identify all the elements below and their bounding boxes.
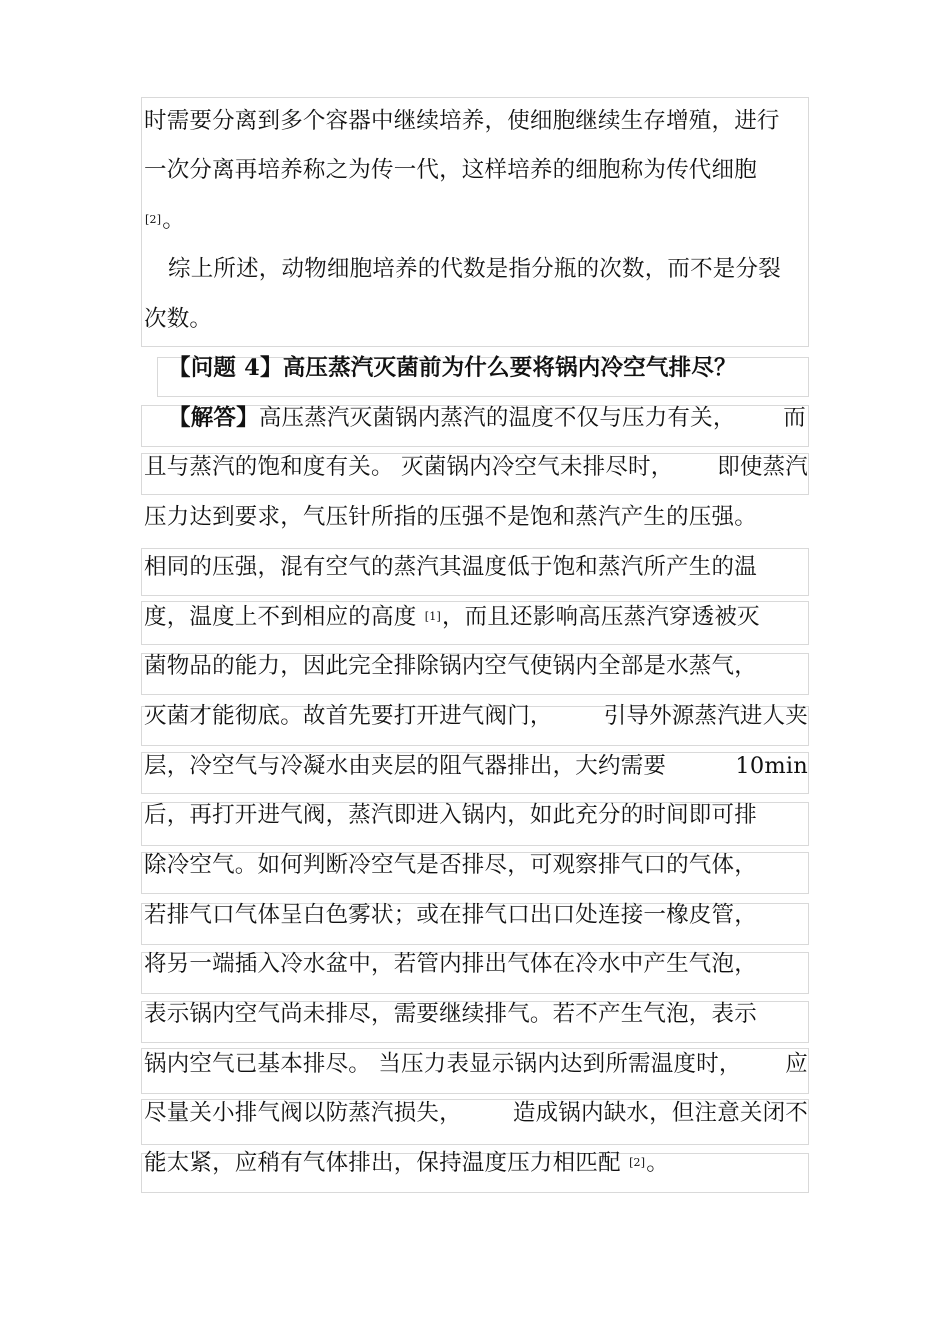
text-span: 应 <box>785 1051 808 1077</box>
paragraph-line <box>144 1147 808 1179</box>
paragraph-line <box>144 1097 808 1129</box>
paragraph-line: 表示锅内空气尚未排尽，需要继续排气。若不产生气泡，表示 <box>144 1001 757 1027</box>
question-label: 【问题 4】 <box>168 355 283 381</box>
question-heading <box>168 352 788 384</box>
text-span: 度，温度上不到相应的高度 <box>144 604 417 630</box>
paragraph-line <box>144 700 808 732</box>
paragraph-line: 菌物品的能力，因此完全排除锅内空气使锅内全部是水蒸气， <box>144 653 757 679</box>
paragraph-line: 若排气口气体呈白色雾状；或在排气口出口处连接一橡皮管， <box>144 902 757 928</box>
text-span: 且与蒸汽的饱和度有关。 灭菌锅内冷空气未排尽时， <box>144 454 674 480</box>
paragraph-line: 时需要分离到多个容器中继续培养，使细胞继续生存增殖，进行 <box>144 108 780 134</box>
text-span: 。 <box>162 207 185 233</box>
text-span: 尽量关小排气阀以防蒸汽损失， <box>144 1100 462 1126</box>
text-span: 高压蒸汽灭菌锅内蒸汽的温度不仅与压力有关， <box>258 405 736 431</box>
text-span: 引导外源蒸汽进人夹 <box>603 703 808 729</box>
text-span: 灭菌才能彻底。故首先要打开进气阀门， <box>144 703 553 729</box>
text-span: 10min <box>735 753 808 779</box>
paragraph-line: 相同的压强，混有空气的蒸汽其温度低于饱和蒸汽所产生的温 <box>144 554 757 580</box>
text-span: 锅内空气已基本排尽。 当压力表显示锅内达到所需温度时， <box>144 1051 742 1077</box>
text-span: 。 <box>646 1150 669 1176</box>
text-span: 层，冷空气与冷凝水由夹层的阻气器排出，大约需要 <box>144 753 667 779</box>
paragraph-line: 压力达到要求，气压针所指的压强不是饱和蒸汽产生的压强。 <box>144 504 757 530</box>
paragraph-line <box>144 750 808 782</box>
citation-ref: [2] <box>145 213 162 226</box>
paragraph-line: 除冷空气。如何判断冷空气是否排尽，可观察排气口的气体， <box>144 852 757 878</box>
paragraph-line <box>144 1048 808 1080</box>
citation-ref: [2] <box>629 1156 646 1169</box>
paragraph-line: 综上所述，动物细胞培养的代数是指分瓶的次数，而不是分裂 <box>168 256 781 282</box>
text-span: 造成锅内缺水，但注意关闭不 <box>512 1100 808 1126</box>
text-span: 能太紧，应稍有气体排出，保持温度压力相匹配 <box>144 1150 621 1176</box>
paragraph-line: 一次分离再培养称之为传一代，这样培养的细胞称为传代细胞 <box>144 157 757 183</box>
question-text: 高压蒸汽灭菌前为什么要将锅内冷空气排尽？ <box>282 355 737 381</box>
text-span: 即使蒸汽 <box>717 454 808 480</box>
paragraph-line <box>144 451 808 483</box>
paragraph-line: 后，再打开进气阀，蒸汽即进入锅内，如此充分的时间即可排 <box>144 802 757 828</box>
paragraph-line: 次数。 <box>144 306 213 332</box>
paragraph-line <box>168 402 806 434</box>
answer-label: 【解答】 <box>168 405 259 431</box>
text-span: ，而且还影响高压蒸汽穿透被灭 <box>441 604 760 630</box>
paragraph-line <box>144 204 808 236</box>
text-span: 而 <box>783 405 806 431</box>
citation-ref: [1] <box>424 610 441 623</box>
paragraph-line <box>144 601 808 633</box>
paragraph-line: 将另一端插入冷水盆中，若管内排出气体在冷水中产生气泡， <box>144 951 757 977</box>
